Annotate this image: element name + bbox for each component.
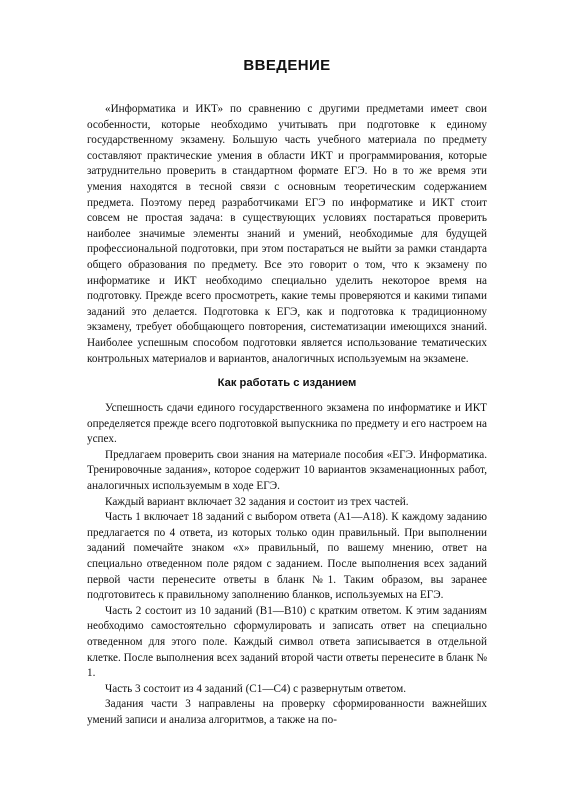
section-title: Как работать с изданием	[217, 377, 357, 390]
section-paragraph-2: Предлагаем проверить свои знания на материале пособия «ЕГЭ. Информатика. Тренировочные задания», которое содержит 10 вариантов экзаменационных работ, аналогичных используемым в ходе ЕГЭ.	[87, 448, 487, 493]
document-page	[87, 50, 487, 729]
section-paragraph-4: Часть 1 включает 18 заданий с выбором ответа (А1—А18). К каждому заданию предлагается по 4 ответа, из которых только один правильный. При выполнении заданий помечайте знаком «х» правильный, по вашему мнению, ответ на специально отведенном поле рядом с заданием. После выполнения всех заданий первой части перенесите ответы в бланк №1. Таким образом, вы заранее подготовитесь к правильному заполнению бланков, используемых на ЕГЭ.	[87, 511, 487, 602]
section-paragraph-5: Часть 2 состоит из 10 заданий (В1—В10) с кратким ответом. К этим заданиям необходимо самостоятельно сформулировать и записать ответ на специально отведенном для этого поле. Каждый символ ответа записывается в отдельной клетке. После выполнения всех заданий второй части ответы перенесите в бланк № 1.	[87, 604, 487, 680]
section-paragraph-6: Часть 3 состоит из 4 заданий (С1—С4) с развернутым ответом.	[105, 682, 407, 695]
section-paragraph-1: Успешность сдачи единого государственного экзамена по информатике и ИКТ определяется прежде всего подготовкой выпускника по предмету и его настроем на успех.	[87, 402, 487, 446]
page-title: ВВЕДЕНИЕ	[243, 57, 331, 74]
intro-paragraph: «Информатика и ИКТ» по сравнению с другими предметами имеет свои особенности, которые необходимо учитывать при подготовке к единому государственному экзамену. Большую часть учебного материала по предмету составляют практические умения в области ИКТ и программирования, которые затруднительно проверить в стандартном формате ЕГЭ. Но в то же время эти умения находятся в тесной связи с основным теоретическим содержанием предмета. Поэтому перед разработчиками ЕГЭ по информатике и ИКТ стоит совсем не простая задача: в существующих условиях постараться проверить наиболее значимые элементы знаний и умений, необходимые для будущей профессиональной подготовки, при этом постараться не выйти за рамки стандарта общего образования по предмету. Все это говорит о том, что к экзамену по информатике и ИКТ необходимо специально уделить некоторое время на подготовку. Прежде всего просмотреть, какие темы проверяются и какими типами заданий это делается. Подготовка к ЕГЭ, как и подготовка к традиционному экзамену, требует обобщающего повторения, систематизации имеющихся знаний. Наиболее успешным способом подготовки является использование тематических контрольных материалов и вариантов, аналогичных используемым на экзамене.	[87, 103, 487, 365]
section-paragraph-7: Задания части 3 направлены на проверку сформированности важнейших умений записи и анализа алгоритмов, а также на по-	[87, 698, 487, 726]
section-paragraph-3: Каждый вариант включает 32 задания и состоит из трех частей.	[105, 495, 409, 508]
